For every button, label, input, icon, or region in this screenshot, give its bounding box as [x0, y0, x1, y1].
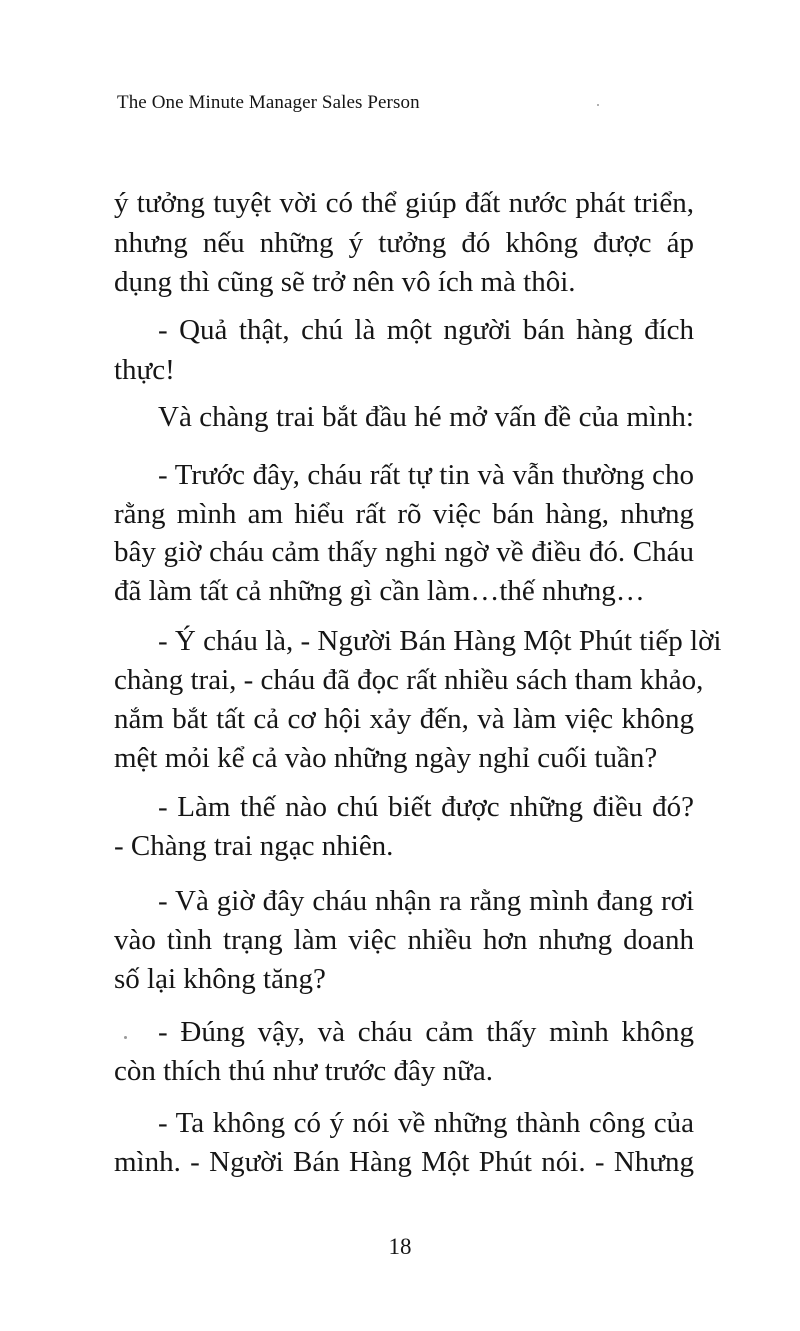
text-line: - Chàng trai ngạc nhiên.: [114, 830, 394, 862]
text-line: - Ta không có ý nói về những thành công của: [158, 1107, 694, 1139]
text-line: thực!: [114, 354, 175, 386]
text-line: - Đúng vậy, và cháu cảm thấy mình không: [158, 1016, 694, 1048]
text-line: mệt mỏi kể cả vào những ngày nghỉ cuối tuần?: [114, 742, 658, 774]
page-number: 18: [388, 1234, 412, 1259]
text-line: - Làm thế nào chú biết được những điều đó?: [158, 791, 694, 823]
text-line: - Ý cháu là, - Người Bán Hàng Một Phút tiếp lời: [158, 625, 722, 657]
text-line: nắm bắt tất cả cơ hội xảy đến, và làm việc không: [114, 703, 694, 735]
text-line: số lại không tăng?: [114, 963, 326, 995]
text-line: mình. - Người Bán Hàng Một Phút nói. - Nhưng: [114, 1146, 694, 1178]
text-line: nhưng nếu những ý tưởng đó không được áp: [114, 227, 694, 259]
text-line: ý tưởng tuyệt vời có thể giúp đất nước phát triển,: [114, 187, 694, 219]
text-line: - Quả thật, chú là một người bán hàng đích: [158, 314, 694, 346]
text-line: bây giờ cháu cảm thấy nghi ngờ về điều đó. Cháu: [114, 536, 694, 568]
print-speck: [597, 104, 599, 106]
text-line: đã làm tất cả những gì cần làm…thế nhưng…: [114, 575, 645, 607]
text-line: - Và giờ đây cháu nhận ra rằng mình đang rơi: [158, 885, 694, 917]
text-line: còn thích thú như trước đây nữa.: [114, 1055, 493, 1087]
text-line: - Trước đây, cháu rất tự tin và vẫn thường cho: [158, 459, 694, 491]
print-speck: [124, 1036, 127, 1039]
text-line: Và chàng trai bắt đầu hé mở vấn đề của mình:: [158, 401, 694, 433]
running-header-title: The One Minute Manager Sales Person: [117, 92, 420, 113]
text-line: rằng mình am hiểu rất rõ việc bán hàng, nhưng: [114, 498, 694, 530]
text-line: dụng thì cũng sẽ trở nên vô ích mà thôi.: [114, 266, 576, 298]
text-line: chàng trai, - cháu đã đọc rất nhiều sách tham khảo,: [114, 664, 704, 696]
text-line: vào tình trạng làm việc nhiều hơn nhưng doanh: [114, 924, 694, 956]
